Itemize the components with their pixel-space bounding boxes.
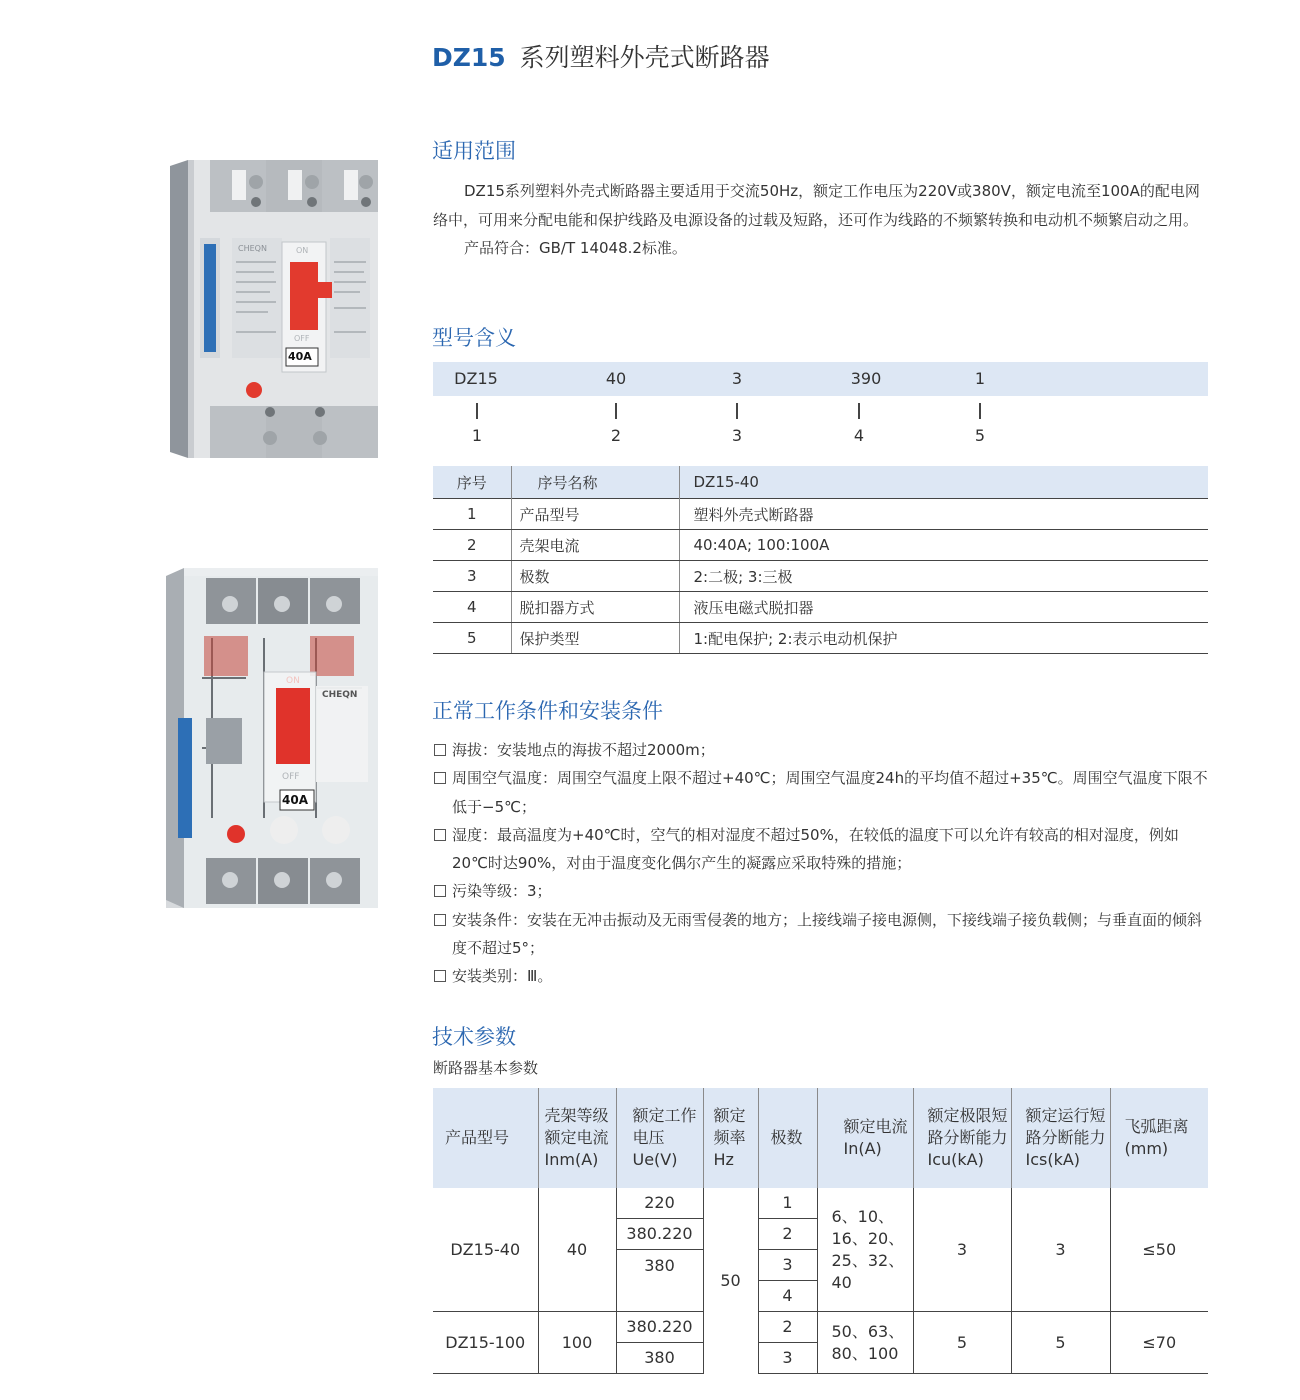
product-image-front [170, 160, 378, 458]
model-meaning-header-row [433, 466, 1208, 499]
scope-text [433, 177, 1209, 263]
list-item [433, 906, 1213, 963]
model-segment-4: 390 [850, 369, 882, 388]
model-segment-line-4 [858, 403, 860, 419]
model-segment-line-1 [476, 403, 478, 419]
row-index: 2 [433, 530, 511, 561]
section-title-scope: 适用范围 [432, 139, 516, 163]
row-name: 产品型号 [511, 499, 679, 530]
checkbox-icon [434, 829, 446, 841]
checkbox-icon [434, 914, 446, 926]
section-title-conditions: 正常工作条件和安装条件 [432, 699, 663, 723]
spec-frame: 100 [538, 1312, 616, 1374]
spec-current: 6、10、16、20、25、32、40 [817, 1188, 913, 1312]
breaker-front-brand: CHEQN [238, 244, 267, 253]
spec-header-row [433, 1088, 1208, 1188]
breaker-front-rating-label: 40A [288, 350, 312, 363]
model-meaning-table [433, 466, 1208, 654]
page-title [432, 38, 770, 74]
row-value: 1:配电保护; 2:表示电动机保护 [679, 623, 1208, 654]
breaker-transparent-off-label: OFF [282, 772, 300, 782]
spec-poles: 2 [758, 1219, 817, 1250]
row-index: 3 [433, 561, 511, 592]
condition-text: 海拔：安装地点的海拔不超过2000m； [452, 741, 715, 759]
spec-voltage: 380.220 [616, 1312, 703, 1343]
table-row [433, 561, 1208, 592]
spec-poles: 1 [758, 1188, 817, 1219]
header-model: DZ15-40 [679, 466, 1208, 499]
table-row [433, 592, 1208, 623]
breaker-transparent-on-label: ON [286, 676, 300, 686]
row-value: 40:40A; 100:100A [679, 530, 1208, 561]
header-index: 序号 [433, 466, 511, 499]
spec-frequency: 50 [703, 1188, 758, 1374]
spec-header-frequency: 额定频率Hz [703, 1088, 758, 1188]
model-segment-1: DZ15 [454, 369, 498, 388]
row-value: 液压电磁式脱扣器 [679, 592, 1208, 623]
table-row [433, 499, 1208, 530]
row-name: 极数 [511, 561, 679, 592]
breaker-transparent-rating-label: 40A [282, 793, 308, 807]
list-item [433, 736, 1213, 764]
spec-voltage: 380 [616, 1343, 703, 1374]
spec-frame: 40 [538, 1188, 616, 1312]
model-segment-number-3: 3 [731, 426, 743, 445]
spec-header-voltage: 额定工作电压Ue(V) [616, 1088, 703, 1188]
checkbox-icon [434, 885, 446, 897]
spec-poles: 3 [758, 1250, 817, 1281]
spec-header-model: 产品型号 [433, 1088, 538, 1188]
list-item [433, 962, 1213, 990]
checkbox-icon [434, 744, 446, 756]
breaker-front-off-label: OFF [294, 334, 310, 343]
spec-header-poles: 极数 [758, 1088, 817, 1188]
table-row [433, 623, 1208, 654]
spec-icu: 5 [913, 1312, 1011, 1374]
product-image-transparent [166, 568, 378, 908]
spec-voltage: 220 [616, 1188, 703, 1219]
checkbox-icon [434, 772, 446, 784]
spec-icu: 3 [913, 1188, 1011, 1312]
spec-poles: 3 [758, 1343, 817, 1374]
model-segment-line-3 [736, 403, 738, 419]
table-row [433, 530, 1208, 561]
breaker-transparent-brand: CHEQN [322, 690, 358, 700]
row-index: 4 [433, 592, 511, 623]
condition-text: 污染等级：3； [452, 882, 552, 901]
spec-current: 50、63、80、100 [817, 1312, 913, 1374]
section-title-model-meaning: 型号含义 [432, 326, 516, 350]
model-segment-5: 1 [974, 369, 986, 388]
spec-header-icu: 额定极限短路分断能力Icu(kA) [913, 1088, 1011, 1188]
condition-text: 湿度：最高温度为+40℃时，空气的相对湿度不超过50%，在较低的温度下可以允许有较高的相对湿度，例如20℃时达90%，对由于温度变化偶尔产生的凝露应采取特殊的措施； [452, 825, 1179, 873]
table-row [433, 1188, 1208, 1219]
row-name: 壳架电流 [511, 530, 679, 561]
spec-ics: 5 [1011, 1312, 1110, 1374]
row-value: 塑料外壳式断路器 [679, 499, 1208, 530]
spec-model: DZ15-40 [433, 1188, 538, 1312]
spec-header-ics: 额定运行短路分断能力Ics(kA) [1011, 1088, 1110, 1188]
model-code-bar [433, 362, 1208, 396]
tech-subheading: 断路器基本参数 [433, 1059, 539, 1077]
model-segment-number-5: 5 [974, 426, 986, 445]
list-item [433, 877, 1213, 905]
page-title-model: DZ15 [432, 43, 506, 72]
condition-text: 安装类别：Ⅲ。 [452, 967, 553, 986]
model-segment-line-5 [979, 403, 981, 419]
row-index: 5 [433, 623, 511, 654]
row-value: 2:二极; 3:三极 [679, 561, 1208, 592]
model-segment-line-2 [615, 403, 617, 419]
spec-model: DZ15-100 [433, 1312, 538, 1374]
conditions-list [433, 736, 1213, 991]
spec-voltage: 380.220 [616, 1219, 703, 1250]
scope-standard: 产品符合：GB/T 14048.2标准。 [464, 239, 687, 257]
breaker-front-on-label: ON [296, 246, 309, 255]
spec-poles: 4 [758, 1281, 817, 1312]
model-segment-number-4: 4 [853, 426, 865, 445]
spec-arc: ≤70 [1110, 1312, 1208, 1374]
spec-table [433, 1088, 1208, 1374]
condition-text: 周围空气温度：周围空气温度上限不超过+40℃；周围空气温度24h的平均值不超过+35℃。周围空气温度下限不低于−5℃； [452, 769, 1208, 816]
spec-arc: ≤50 [1110, 1188, 1208, 1312]
row-name: 脱扣器方式 [511, 592, 679, 623]
page-title-text: 系列塑料外壳式断路器 [519, 43, 770, 72]
model-segment-number-1: 1 [471, 426, 483, 445]
spec-header-frame: 壳架等级额定电流Inm(A) [538, 1088, 616, 1188]
model-segment-2: 40 [605, 369, 627, 388]
list-item [433, 764, 1213, 821]
condition-text: 安装条件：安装在无冲击振动及无雨雪侵袭的地方；上接线端子接电源侧，下接线端子接负载侧；与垂直面的倾斜度不超过5°； [452, 910, 1203, 958]
section-title-tech: 技术参数 [432, 1025, 516, 1049]
model-segment-number-2: 2 [610, 426, 622, 445]
row-index: 1 [433, 499, 511, 530]
list-item [433, 821, 1213, 878]
breaker-front-drawing [170, 160, 378, 458]
header-name: 序号名称 [511, 466, 679, 499]
checkbox-icon [434, 970, 446, 982]
spec-header-current: 额定电流In(A) [817, 1088, 913, 1188]
spec-voltage: 380 [616, 1250, 703, 1312]
spec-ics: 3 [1011, 1188, 1110, 1312]
row-name: 保护类型 [511, 623, 679, 654]
table-row [433, 1312, 1208, 1343]
spec-header-arc: 飞弧距离(mm) [1110, 1088, 1208, 1188]
model-segment-3: 3 [731, 369, 743, 388]
scope-paragraph: DZ15系列塑料外壳式断路器主要适用于交流50Hz，额定工作电压为220V或380V，额定电流至100A的配电网络中，可用来分配电能和保护线路及电源设备的过载及短路，还可作为线路的不频繁转换和电动机不频繁启动之用。 [433, 182, 1200, 229]
spec-poles: 2 [758, 1312, 817, 1343]
breaker-transparent-drawing [166, 568, 378, 908]
